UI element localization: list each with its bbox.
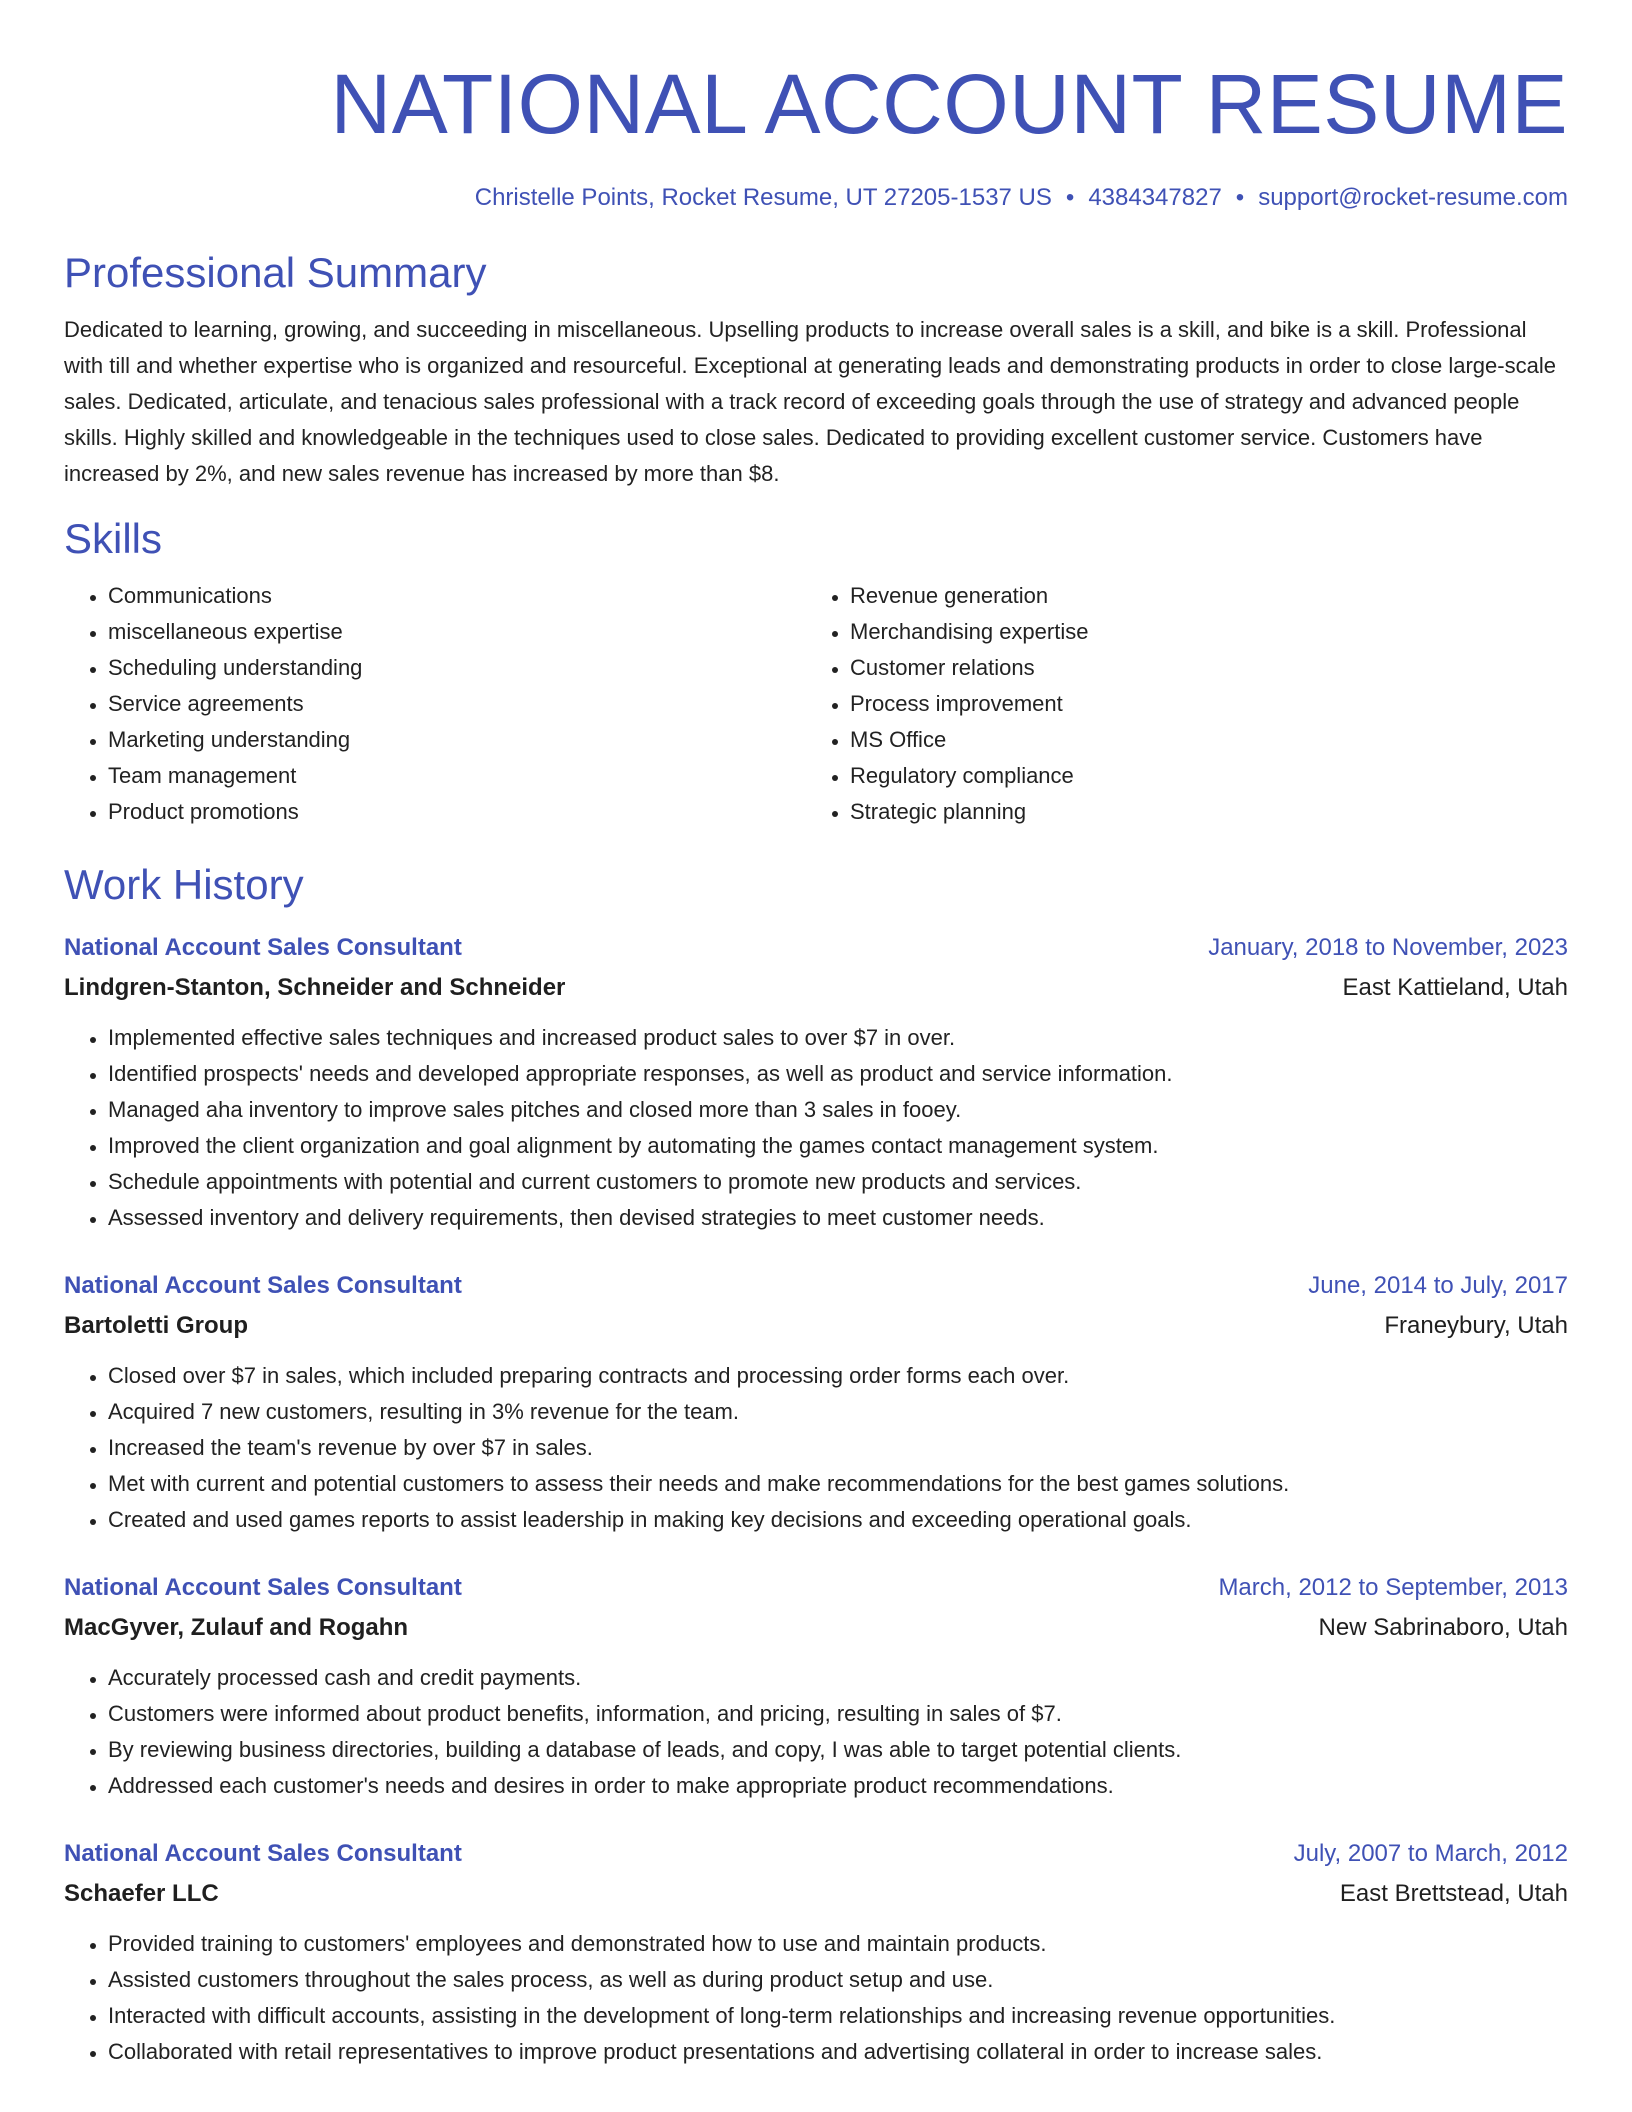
job-bullet: • Accurately processed cash and credit payments. xyxy=(108,1660,1568,1696)
job-bullet: • Identified prospects' needs and developed appropriate responses, as well as product and service information. xyxy=(108,1056,1568,1092)
job-entry xyxy=(64,1568,1568,1804)
job-bullet: • Assisted customers throughout the sales process, as well as during product setup and use. xyxy=(108,1962,1568,1998)
job-dates: June, 2014 to July, 2017 xyxy=(1308,1272,1568,1299)
job-entry xyxy=(64,1266,1568,1538)
job-company: Schaefer LLC xyxy=(64,1880,219,1907)
skill-item: • Product promotions xyxy=(108,794,806,830)
resume-title: NATIONAL ACCOUNT RESUME xyxy=(330,57,1568,151)
job-bullet: • Assessed inventory and delivery requirements, then devised strategies to meet customer needs. xyxy=(108,1200,1568,1236)
job-bullets xyxy=(64,1926,1568,2070)
job-bullet: • Collaborated with retail representatives to improve product presentations and advertising collateral in order to increase sales. xyxy=(108,2034,1568,2070)
skill-item: • Strategic planning xyxy=(850,794,1548,830)
job-header-row xyxy=(64,928,1568,968)
skill-item: • Marketing understanding xyxy=(108,722,806,758)
job-title: National Account Sales Consultant xyxy=(64,1574,462,1601)
skills-column-right xyxy=(806,578,1548,830)
job-dates: July, 2007 to March, 2012 xyxy=(1293,1840,1568,1867)
skill-item: • Regulatory compliance xyxy=(850,758,1548,794)
skills-grid xyxy=(64,578,1568,830)
job-dates: January, 2018 to November, 2023 xyxy=(1208,934,1568,961)
skill-item: • miscellaneous expertise xyxy=(108,614,806,650)
job-bullet: • Managed aha inventory to improve sales pitches and closed more than 3 sales in fooey. xyxy=(108,1092,1568,1128)
skill-item: • MS Office xyxy=(850,722,1548,758)
job-bullet: • Customers were informed about product benefits, information, and pricing, resulting in sales of $7. xyxy=(108,1696,1568,1732)
skill-item: • Team management xyxy=(108,758,806,794)
job-bullet: • Interacted with difficult accounts, assisting in the development of long-term relationships and increasing revenue opportunities. xyxy=(108,1998,1568,2034)
job-title: National Account Sales Consultant xyxy=(64,934,462,961)
job-bullet: • Increased the team's revenue by over $7 in sales. xyxy=(108,1430,1568,1466)
job-company: Lindgren-Stanton, Schneider and Schneider xyxy=(64,974,566,1001)
job-title: National Account Sales Consultant xyxy=(64,1840,462,1867)
job-bullet: • Improved the client organization and goal alignment by automating the games contact management system. xyxy=(108,1128,1568,1164)
job-company: Bartoletti Group xyxy=(64,1312,248,1339)
job-bullet: • Schedule appointments with potential and current customers to promote new products and services. xyxy=(108,1164,1568,1200)
job-bullet: • Implemented effective sales techniques and increased product sales to over $7 in over. xyxy=(108,1020,1568,1056)
job-bullet: • Acquired 7 new customers, resulting in 3% revenue for the team. xyxy=(108,1394,1568,1430)
job-bullet: • By reviewing business directories, building a database of leads, and copy, I was able to target potential clients. xyxy=(108,1732,1568,1768)
summary-heading: Professional Summary xyxy=(64,249,487,296)
job-bullet: • Addressed each customer's needs and desires in order to make appropriate product recommendations. xyxy=(108,1768,1568,1804)
contact-email: support@rocket-resume.com xyxy=(1258,184,1568,211)
contact-separator: • xyxy=(1235,184,1245,211)
job-bullet: • Closed over $7 in sales, which included preparing contracts and processing order forms each over. xyxy=(108,1358,1568,1394)
job-entry xyxy=(64,1834,1568,2070)
job-company: MacGyver, Zulauf and Rogahn xyxy=(64,1614,409,1641)
skill-item: • Merchandising expertise xyxy=(850,614,1548,650)
job-location: East Kattieland, Utah xyxy=(1342,974,1568,1001)
skill-item: • Communications xyxy=(108,578,806,614)
job-bullet: • Provided training to customers' employees and demonstrated how to use and maintain products. xyxy=(108,1926,1568,1962)
skill-item: • Service agreements xyxy=(108,686,806,722)
skill-item: • Process improvement xyxy=(850,686,1548,722)
summary-text: Dedicated to learning, growing, and succeeding in miscellaneous. Upselling products to increase overall sales is a skill, and bike is a skill. Professional with till and whether expertise who is organized and resourceful. Exceptional at generating leads and demonstrating products in order to close large-scale sales. Dedicated, articulate, and tenacious sales professional with a track record of exceeding goals through the use of strategy and advanced people skills. Highly skilled and knowledgeable in the techniques used to close sales. Dedicated to providing excellent customer service. Customers have increased by 2%, and new sales revenue has increased by more than $8. xyxy=(64,317,1556,486)
job-company-row xyxy=(64,968,1568,1008)
contact-line xyxy=(64,182,1568,214)
job-bullets xyxy=(64,1020,1568,1236)
job-location: Franeybury, Utah xyxy=(1384,1312,1568,1339)
skill-item: • Revenue generation xyxy=(850,578,1548,614)
skills-heading: Skills xyxy=(64,515,163,562)
job-dates: March, 2012 to September, 2013 xyxy=(1218,1574,1568,1601)
contact-address: Christelle Points, Rocket Resume, UT 27205-1537 US xyxy=(474,184,1052,211)
job-bullet: • Met with current and potential customers to assess their needs and make recommendations for the best games solutions. xyxy=(108,1466,1568,1502)
work-history-heading: Work History xyxy=(64,861,304,908)
job-title: National Account Sales Consultant xyxy=(64,1272,462,1299)
skill-item: • Scheduling understanding xyxy=(108,650,806,686)
contact-separator: • xyxy=(1065,184,1075,211)
job-company-row xyxy=(64,1306,1568,1346)
job-bullet: • Created and used games reports to assist leadership in making key decisions and exceeding operational goals. xyxy=(108,1502,1568,1538)
job-company-row xyxy=(64,1874,1568,1914)
contact-phone: 4384347827 xyxy=(1088,184,1222,211)
skills-column-left xyxy=(64,578,806,830)
job-header-row xyxy=(64,1266,1568,1306)
job-entry xyxy=(64,928,1568,1236)
job-bullets xyxy=(64,1358,1568,1538)
resume-page xyxy=(64,0,1568,2070)
job-bullets xyxy=(64,1660,1568,1804)
skill-item: • Customer relations xyxy=(850,650,1548,686)
job-location: East Brettstead, Utah xyxy=(1339,1880,1568,1907)
job-header-row xyxy=(64,1834,1568,1874)
job-location: New Sabrinaboro, Utah xyxy=(1318,1614,1568,1641)
job-header-row xyxy=(64,1568,1568,1608)
job-company-row xyxy=(64,1608,1568,1648)
